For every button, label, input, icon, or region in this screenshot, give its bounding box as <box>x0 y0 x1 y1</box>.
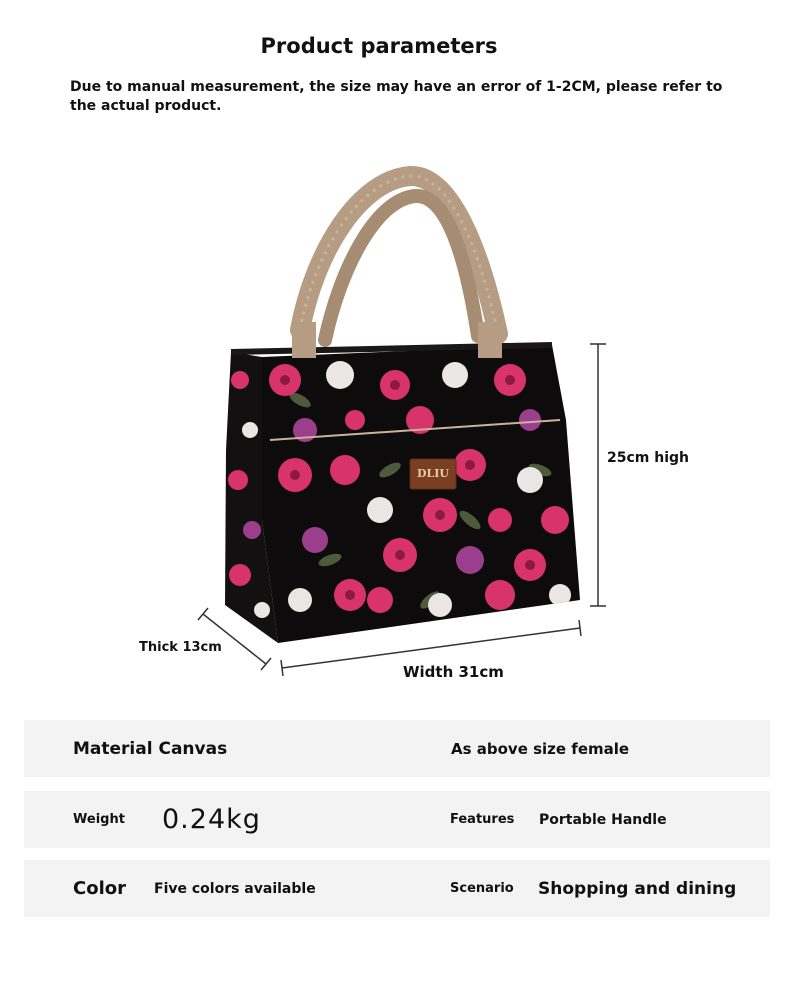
measurement-note: Due to manual measurement, the size may have an error of 1-2CM, please refer to the actual product. <box>70 79 723 114</box>
color-label: Color <box>73 878 126 899</box>
width-label: Width 31cm <box>403 663 504 681</box>
bag-logo-patch <box>410 459 456 489</box>
scenario-label: Scenario <box>450 881 514 896</box>
features-value: Portable Handle <box>539 811 667 828</box>
handle-tab-left <box>292 322 316 358</box>
features-label: Features <box>450 812 515 827</box>
bag-logo-text: DLIU <box>416 467 450 480</box>
weight-value: 0.24kg <box>162 804 261 835</box>
page-title: Product parameters <box>260 34 498 58</box>
spec-row-weight <box>24 791 770 848</box>
handle-tab-right <box>478 322 502 358</box>
material-label: Material Canvas <box>73 738 228 759</box>
height-dimension-line <box>590 344 606 606</box>
product-figure <box>0 150 790 710</box>
size-note: As above size female <box>451 739 630 758</box>
bag-handles <box>300 176 498 340</box>
spec-row-material <box>24 720 770 777</box>
bag-front-panel <box>231 345 580 643</box>
height-label: 25cm high <box>607 450 689 466</box>
color-value: Five colors available <box>154 880 316 897</box>
spec-row-color <box>24 860 770 917</box>
weight-label: Weight <box>73 812 125 827</box>
bag-image <box>0 150 790 710</box>
scenario-value: Shopping and dining <box>538 878 737 899</box>
thick-label: Thick 13cm <box>139 640 222 655</box>
